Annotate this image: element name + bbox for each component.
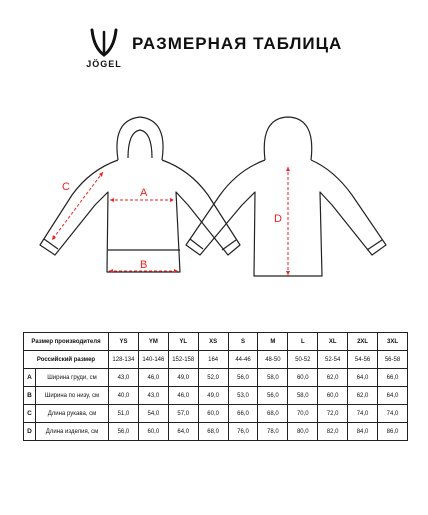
value-cell: 64,0 xyxy=(348,369,378,387)
russian-size-cell: 48-50 xyxy=(258,351,288,369)
page-title: РАЗМЕРНАЯ ТАБЛИЦА xyxy=(132,34,343,53)
size-cell: 2XL xyxy=(348,333,378,351)
value-cell: 74,0 xyxy=(348,405,378,423)
size-cell: XS xyxy=(198,333,228,351)
label-b: B xyxy=(140,259,148,271)
label-a: A xyxy=(140,187,148,199)
label-c: C xyxy=(62,181,70,193)
value-cell: 80,0 xyxy=(288,423,318,441)
value-cell: 56,0 xyxy=(109,423,139,441)
russian-size-cell: 44-46 xyxy=(228,351,258,369)
table-row-b xyxy=(24,387,408,405)
table-row-c xyxy=(24,405,408,423)
value-cell: 46,0 xyxy=(138,369,168,387)
value-cell: 82,0 xyxy=(318,423,348,441)
russian-size-cell: 52-54 xyxy=(318,351,348,369)
russian-size-cell: 50-52 xyxy=(288,351,318,369)
value-cell: 43,0 xyxy=(109,369,139,387)
row-label-cell: Длина рукава, см xyxy=(36,405,109,423)
value-cell: 49,0 xyxy=(168,369,198,387)
size-cell: YL xyxy=(168,333,198,351)
header-label-cell: Размер производителя xyxy=(24,333,109,351)
russian-label-cell: Российский размер xyxy=(24,351,109,369)
value-cell: 60,0 xyxy=(288,369,318,387)
value-cell: 70,0 xyxy=(288,405,318,423)
russian-size-cell: 152-158 xyxy=(168,351,198,369)
size-cell: YS xyxy=(109,333,139,351)
value-cell: 46,0 xyxy=(168,387,198,405)
value-cell: 60,0 xyxy=(318,387,348,405)
row-label-cell: Ширина по низу, см xyxy=(36,387,109,405)
value-cell: 66,0 xyxy=(228,405,258,423)
table-row-a xyxy=(24,369,408,387)
value-cell: 56,0 xyxy=(258,387,288,405)
value-cell: 58,0 xyxy=(258,369,288,387)
value-cell: 60,0 xyxy=(198,405,228,423)
value-cell: 51,0 xyxy=(109,405,139,423)
value-cell: 64,0 xyxy=(378,387,408,405)
russian-size-cell: 128-134 xyxy=(109,351,139,369)
value-cell: 43,0 xyxy=(138,387,168,405)
value-cell: 68,0 xyxy=(198,423,228,441)
value-cell: 54,0 xyxy=(138,405,168,423)
size-cell: YM xyxy=(138,333,168,351)
row-code-cell: C xyxy=(24,405,36,423)
russian-size-cell: 56-58 xyxy=(378,351,408,369)
value-cell: 53,0 xyxy=(228,387,258,405)
size-cell: XL xyxy=(318,333,348,351)
row-code-cell: A xyxy=(24,369,36,387)
value-cell: 40,0 xyxy=(109,387,139,405)
table-row-d xyxy=(24,423,408,441)
value-cell: 78,0 xyxy=(258,423,288,441)
size-cell: S xyxy=(228,333,258,351)
value-cell: 66,0 xyxy=(378,369,408,387)
value-cell: 57,0 xyxy=(168,405,198,423)
row-label-cell: Ширина груди, см xyxy=(36,369,109,387)
value-cell: 64,0 xyxy=(168,423,198,441)
russian-size-cell: 164 xyxy=(198,351,228,369)
row-code-cell: B xyxy=(24,387,36,405)
russian-size-cell: 140-146 xyxy=(138,351,168,369)
table-row-sizes xyxy=(24,333,408,351)
value-cell: 62,0 xyxy=(318,369,348,387)
size-cell: 3XL xyxy=(378,333,408,351)
value-cell: 52,0 xyxy=(198,369,228,387)
value-cell: 58,0 xyxy=(288,387,318,405)
russian-size-cell: 54-56 xyxy=(348,351,378,369)
value-cell: 84,0 xyxy=(348,423,378,441)
size-cell: L xyxy=(288,333,318,351)
logo-text: JÖGEL xyxy=(86,59,122,69)
size-cell: M xyxy=(258,333,288,351)
value-cell: 76,0 xyxy=(228,423,258,441)
value-cell: 86,0 xyxy=(378,423,408,441)
value-cell: 68,0 xyxy=(258,405,288,423)
value-cell: 72,0 xyxy=(318,405,348,423)
value-cell: 62,0 xyxy=(348,387,378,405)
value-cell: 74,0 xyxy=(378,405,408,423)
label-d: D xyxy=(274,213,282,225)
row-code-cell: D xyxy=(24,423,36,441)
hoodie-back-outline xyxy=(186,117,386,276)
value-cell: 60,0 xyxy=(138,423,168,441)
size-table xyxy=(23,332,408,441)
value-cell: 49,0 xyxy=(198,387,228,405)
row-label-cell: Длина изделия, см xyxy=(36,423,109,441)
table-row-russian xyxy=(24,351,408,369)
value-cell: 56,0 xyxy=(228,369,258,387)
